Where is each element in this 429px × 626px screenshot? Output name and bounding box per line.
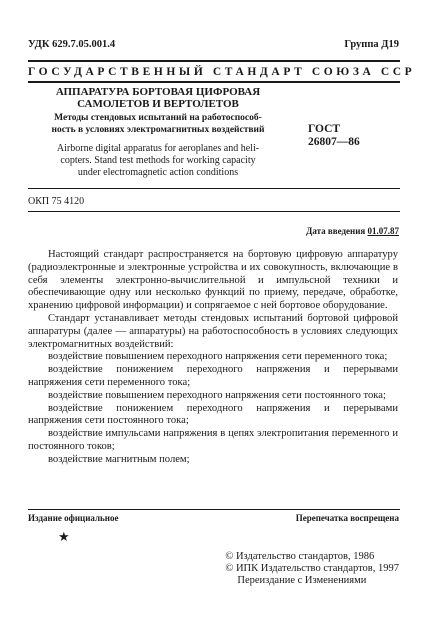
paragraph-scope: Настоящий стандарт распространяется на бортовую цифровую аппаратуру (радиоэлектронные и электронные устройства и их совокупность, включающие в себя элементы электронно-вычислительной и импульсной техники и обеспечивающие одну или несколько функций по приему, передаче, обработке, хранению цифровой информации) и сопрягаемое с ней бортовое оборудование. xyxy=(28,249,398,312)
list-item: воздействие понижением переходного напряжения и перерывами напряжения сети постоянного тока; xyxy=(28,402,398,427)
reprint-prohibited-label: Перепечатка воспрещена xyxy=(295,513,399,523)
body-text xyxy=(28,249,398,467)
gost-designation xyxy=(308,123,360,149)
title-russian-line-1: АППАРАТУРА БОРТОВАЯ ЦИФРОВАЯ xyxy=(55,86,261,98)
star-icon: ★ xyxy=(58,529,70,544)
gost-label: ГОСТ xyxy=(308,123,341,135)
title-english-line-1: Airborne digital apparatus for aeroplanes and heli- xyxy=(56,143,260,154)
okp-code: ОКП 75 4120 xyxy=(28,196,85,207)
official-edition-label: Издание официальное xyxy=(28,513,119,523)
copyright-line-1: © Издательство стандартов, 1986 xyxy=(225,551,375,562)
title-english xyxy=(28,143,288,179)
list-item: воздействие магнитным полем; xyxy=(48,453,190,465)
footer-rule xyxy=(28,509,400,510)
introduction-date-value: 01.07.87 xyxy=(367,226,399,236)
subtitle-russian xyxy=(28,113,288,136)
state-standard-heading: ГОСУДАРСТВЕННЫЙ СТАНДАРТ СОЮЗА ССР xyxy=(28,66,416,78)
introduction-date xyxy=(306,226,399,236)
title-russian xyxy=(28,86,288,110)
group-code: Группа Д19 xyxy=(344,39,399,50)
okp-rule xyxy=(28,211,400,212)
title-russian-line-2: САМОЛЕТОВ И ВЕРТОЛЕТОВ xyxy=(77,98,239,110)
reissue-note: Переиздание с Изменениями xyxy=(237,575,367,586)
title-bottom-rule xyxy=(28,188,400,189)
top-rule xyxy=(28,60,400,62)
subtitle-line-2: ность в условиях электромагнитных воздействий xyxy=(51,124,265,135)
introduction-date-label: Дата введения xyxy=(306,226,366,236)
copyright-block xyxy=(225,551,399,587)
list-item: воздействие повышением переходного напряжения сети постоянного тока; xyxy=(48,389,386,401)
subtitle-line-1: Методы стендовых испытаний на работоспособ- xyxy=(54,113,262,123)
title-english-line-2: copters. Stand test methods for working capacity xyxy=(60,155,256,166)
gost-number: 26807—86 xyxy=(308,136,360,148)
title-english-line-3: under electromagnetic action conditions xyxy=(77,167,239,178)
udk-code: УДК 629.7.05.001.4 xyxy=(28,39,116,50)
list-item: воздействие повышением переходного напряжения сети переменного тока; xyxy=(48,351,388,363)
list-item: воздействие импульсами напряжения в цепях электропитания переменного и постоянного токов; xyxy=(28,428,398,452)
heading-rule xyxy=(28,81,400,83)
copyright-line-2: © ИПК Издательство стандартов, 1997 xyxy=(225,563,399,574)
list-item: воздействие понижением переходного напряжения и перерывами напряжения сети переменного тока; xyxy=(28,364,398,388)
paragraph-methods: Стандарт устанавливает методы стендовых испытаний бортовой цифровой аппаратуры (далее — аппаратуры) на работоспособность в условиях следующих электромагнитных воздействий: xyxy=(28,312,398,350)
